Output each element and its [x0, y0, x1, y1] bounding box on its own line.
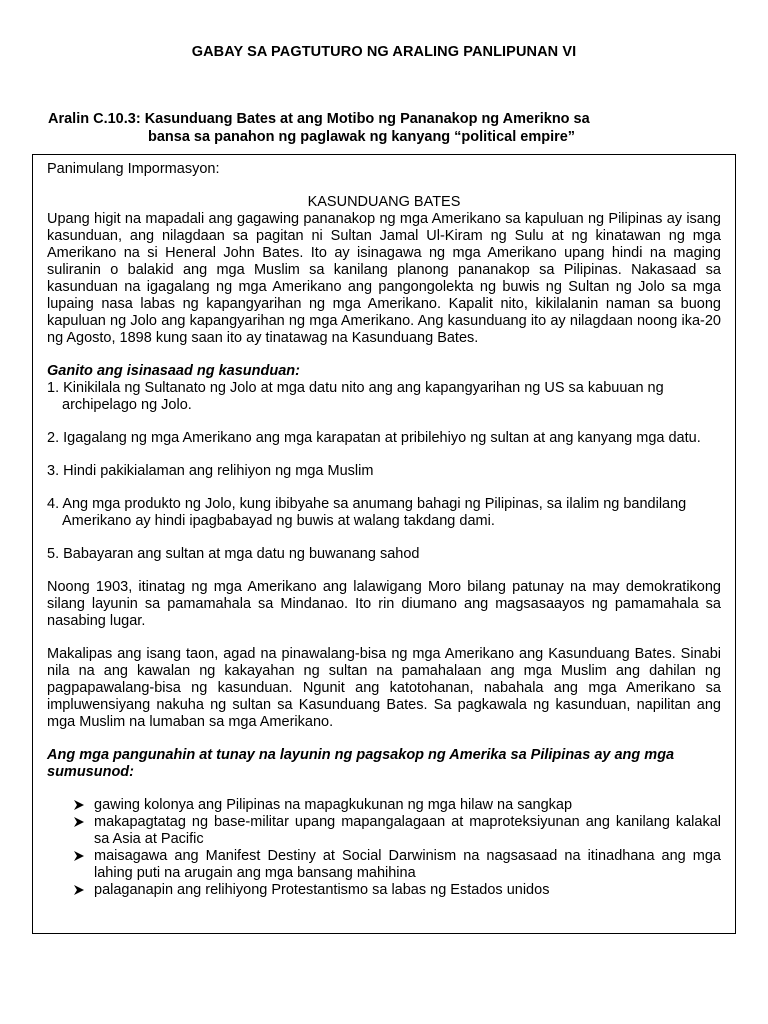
content-box-body: [47, 161, 721, 899]
goal-text: palaganapin ang relihiyong Protestantismo sa labas ng Estados unidos: [94, 882, 550, 898]
goals-heading: Ang mga pangunahin at tunay na layunin ng pagsakop ng Amerika sa Pilipinas ay ang mga sumusunod:: [47, 747, 675, 780]
goals-list: [47, 797, 721, 899]
list-item: 5. Babayaran ang sultan at mga datu ng buwanang sahod: [47, 546, 420, 562]
intro-paragraph: Upang higit na mapadali ang gagawing pananakop ng mga Amerikano sa kapuluan ng Pilipinas ay isang kasunduan, ang nilagdaan sa pagitan ni Sultan Jamal Ul-Kiram ng Sulu at ng kinatawan ng mga Amerikano na si Heneral John Bates. Ito ay isinagawa ng mga Amerikano upang hindi na maging suliranin o balakid ang mga Muslim sa kanilang planong pananakop sa Pilipinas. Nakasaad sa kasunduan na igagalang ng mga Amerikano ang pangongolekta ng buwis ng Sultan ng Jolo sa mga lupaing nasa labas ng kapangyarihan ng mga Amerikano. Kapalit nito, kikilalanin naman sa buong kapuluan ng Jolo ang kapangyarihan ng mga Amerikano. Ang kasunduang ito ay nilagdaan noong ika-20 ng Agosto, 1898 kung saan ito ay tinatawag na Kasunduang Bates.: [47, 211, 721, 346]
list-item: [73, 797, 721, 814]
terms-heading: Ganito ang isinasaad ng kasunduan:: [47, 363, 300, 379]
arrow-bullet-icon: [73, 799, 85, 811]
paragraph-1903: Noong 1903, itinatag ng mga Amerikano ang lalawigang Moro bilang patunay na may demokratikong silang layunin sa pamamahala sa Mindanao. Ito rin diumano ang magsasaayos ng pamamahala sa nasabing lugar.: [47, 579, 721, 629]
intro-label: Panimulang Impormasyon:: [47, 161, 220, 177]
list-item: [73, 848, 721, 882]
goal-text: maisagawa ang Manifest Destiny at Social Darwinism na nagsasaad na itinadhana ang mga lahing puti na arugain ang mga bansang mahihina: [94, 848, 721, 881]
lesson-heading: [48, 110, 738, 146]
list-item: 4. Ang mga produkto ng Jolo, kung ibibyahe sa anumang bahagi ng Pilipinas, sa ilalim ng bandilang Amerikano ay hindi ipagbabayad ng buwis at walang takdang dami.: [47, 496, 687, 529]
section-title: KASUNDUANG BATES: [307, 194, 461, 210]
goal-text: makapagtatag ng base-militar upang mapangalagaan at maproteksiyunan ang kanilang kalakal sa Asia at Pacific: [94, 814, 721, 847]
list-item: [73, 814, 721, 848]
goal-text: gawing kolonya ang Pilipinas na mapagkukunan ng mga hilaw na sangkap: [94, 797, 573, 813]
list-item: [73, 882, 721, 899]
list-item: 1. Kinikilala ng Sultanato ng Jolo at mga datu nito ang ang kapangyarihan ng US sa kabuuan ng archipelago ng Jolo.: [47, 380, 664, 413]
lesson-heading-line-1: Aralin C.10.3: Kasunduang Bates at ang Motibo ng Pananakop ng Amerikno sa: [48, 111, 590, 127]
terms-list: [47, 380, 721, 563]
content-box: [32, 154, 736, 934]
document-title: GABAY SA PAGTUTURO NG ARALING PANLIPUNAN VI: [191, 44, 577, 60]
paragraph-revoked: Makalipas ang isang taon, agad na pinawalang-bisa ng mga Amerikano ang Kasunduang Bates. Sinabi nila na ang kawalan ng kakayahan ng sultan na pamahalaan ang mga Muslim ang dahilan ng pagpapawalang-bisa ng kasunduan. Ngunit ang katotohanan, nabahala ang mga Amerikano sa impluwensiyang nakuha ng sultan sa Kasunduang Bates. Sa pagkawala ng kasunduan, napilitan ang mga Muslim na lumaban sa mga Amerikano.: [47, 646, 721, 730]
arrow-bullet-icon: [73, 816, 85, 828]
lesson-heading-line-2: bansa sa panahon ng paglawak ng kanyang “political empire”: [148, 129, 576, 145]
arrow-bullet-icon: [73, 884, 85, 896]
list-item: 2. Igagalang ng mga Amerikano ang mga karapatan at pribilehiyo ng sultan at ang kanyang mga datu.: [47, 430, 701, 446]
arrow-bullet-icon: [73, 850, 85, 862]
list-item: 3. Hindi pakikialaman ang relihiyon ng mga Muslim: [47, 463, 374, 479]
